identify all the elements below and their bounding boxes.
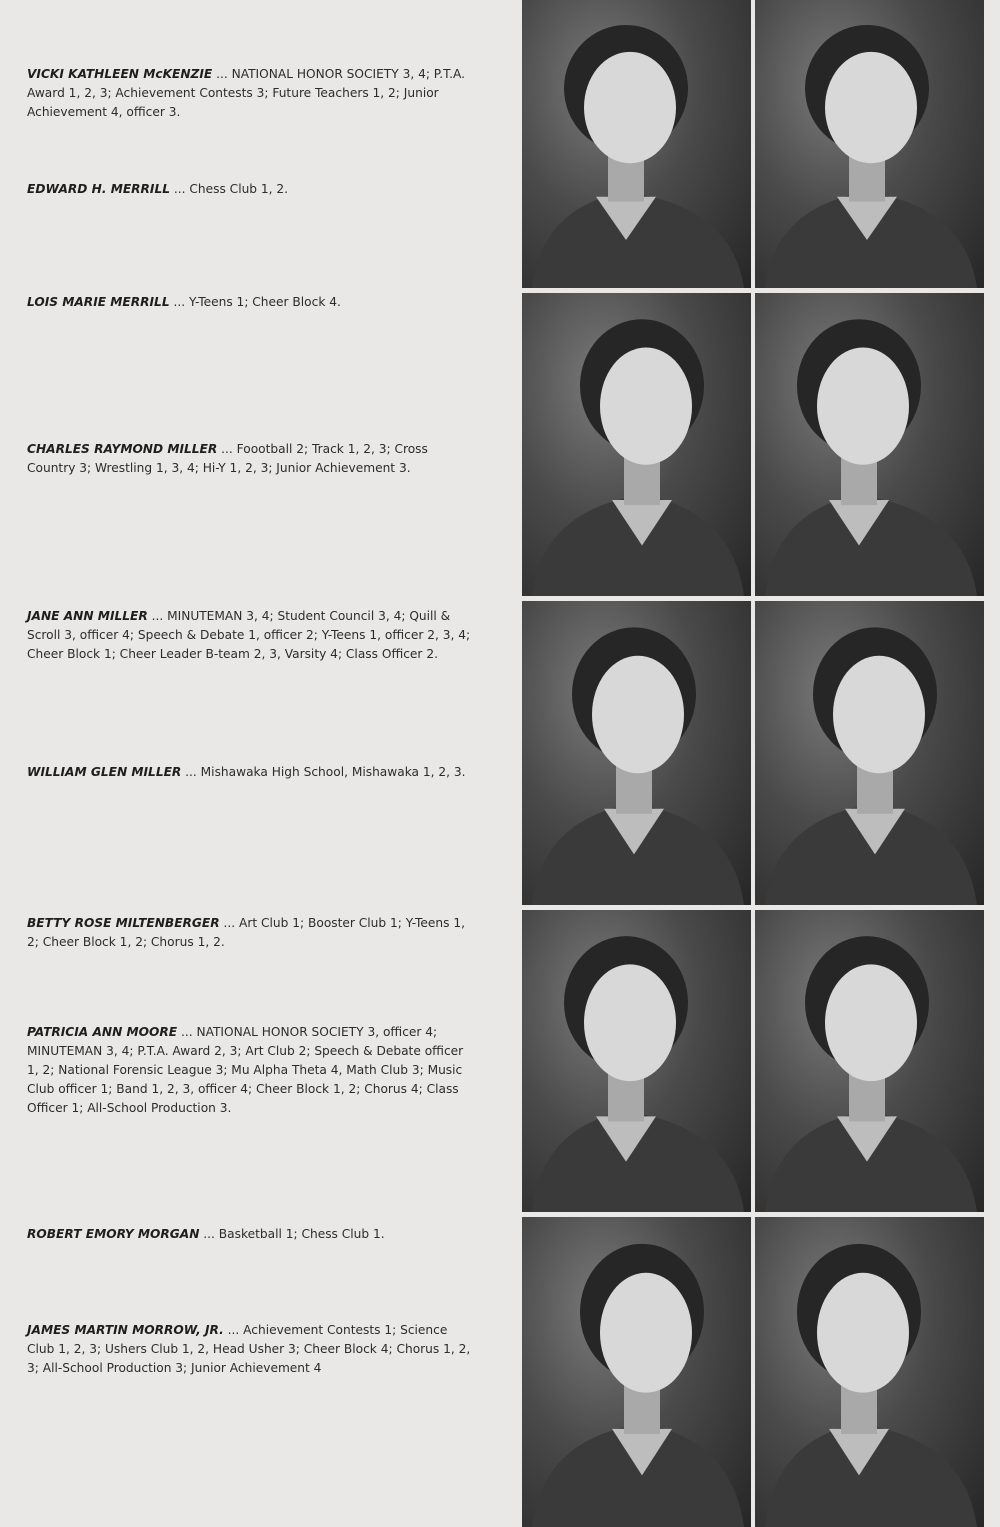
student-name: EDWARD H. MERRILL [27,182,170,196]
silhouette-shape [592,656,684,774]
entry-charles-miller [27,440,477,478]
portrait-photo [755,1217,984,1527]
silhouette-shape [584,964,676,1081]
entry-william-miller [27,763,477,782]
student-name: JAMES MARTIN MORROW, JR. [27,1323,224,1337]
student-activities: Foootball 2; Track 1, 2, 3; Cross Country 3; Wrestling 1, 3, 4; Hi-Y 1, 2, 3; Junior Achievement 3. [27,442,428,475]
portrait-grid [521,0,981,1527]
portrait-photo [522,293,751,596]
student-name: WILLIAM GLEN MILLER [27,765,182,779]
separator: ... [173,182,186,196]
student-activities: NATIONAL HONOR SOCIETY 3, 4; P.T.A. Award 1, 2, 3; Achievement Contests 3; Future Teachers 1, 2; Junior Achievement 4, officer 3. [27,67,466,119]
portrait-photo [522,601,751,905]
student-activities: Mishawaka High School, Mishawaka 1, 2, 3. [200,765,466,779]
entry-betty-miltenberger [27,914,477,952]
entry-jane-miller [27,607,477,664]
separator: ... [185,765,197,779]
portrait-silhouette [522,1217,751,1527]
separator: ... [223,916,236,930]
portrait-photo [755,601,984,905]
portrait-silhouette [522,601,751,905]
student-name: ROBERT EMORY MORGAN [27,1227,200,1241]
portrait-silhouette [755,601,984,905]
entry-james-morrow [27,1321,477,1378]
separator: ... [180,1025,193,1039]
separator: ... [227,1323,240,1337]
student-name: VICKI KATHLEEN McKENZIE [27,67,213,81]
silhouette-shape [600,1273,692,1393]
silhouette-shape [825,52,917,163]
portrait-photo [522,0,751,288]
silhouette-shape [817,1273,909,1393]
entry-lois-merrill [27,293,477,312]
entry-patricia-moore [27,1023,477,1118]
portrait-silhouette [755,293,984,596]
student-activities: MINUTEMAN 3, 4; Student Council 3, 4; Quill & Scroll 3, officer 4; Speech & Debate 1, officer 2; Y-Teens 1, officer 2, 3, 4; Cheer Block 1; Cheer Leader B-team 2, 3, Varsity 4; Class Officer 2. [27,609,471,661]
student-activities: Chess Club 1, 2. [189,182,289,196]
student-activities: Y-Teens 1; Cheer Block 4. [188,295,341,309]
separator: ... [151,609,164,623]
silhouette-shape [600,348,692,465]
portrait-photo [755,0,984,288]
student-activities: Basketball 1; Chess Club 1. [218,1227,385,1241]
separator: ... [173,295,186,309]
portrait-silhouette [755,1217,984,1527]
student-name: JANE ANN MILLER [27,609,148,623]
silhouette-shape [584,52,676,163]
silhouette-shape [825,964,917,1081]
separator: ... [221,442,233,456]
portrait-silhouette [755,910,984,1212]
portrait-silhouette [522,0,751,288]
entry-mckenzie [27,65,477,122]
portrait-silhouette [522,293,751,596]
portrait-silhouette [522,910,751,1212]
portrait-photo [755,293,984,596]
student-name: LOIS MARIE MERRILL [27,295,170,309]
separator: ... [216,67,228,81]
silhouette-shape [833,656,925,774]
entry-edward-merrill [27,180,477,199]
student-name: PATRICIA ANN MOORE [27,1025,178,1039]
silhouette-shape [817,348,909,465]
portrait-photo [522,910,751,1212]
portrait-silhouette [755,0,984,288]
entry-robert-morgan [27,1225,477,1244]
portrait-photo [522,1217,751,1527]
student-activities: Art Club 1; Booster Club 1; Y-Teens 1, 2; Cheer Block 1, 2; Chorus 1, 2. [27,916,465,949]
student-activities: NATIONAL HONOR SOCIETY 3, officer 4; MINUTEMAN 3, 4; P.T.A. Award 2, 3; Art Club 2; Speech & Debate officer 1, 2; National Forensic League 3; Mu Alpha Theta 4, Math Club 3; Music Club officer 1; Band 1, 2, 3, officer 4; Cheer Block 1, 2; Chorus 4; Class Officer 1; All-School Production 3. [27,1025,464,1115]
portrait-photo [755,910,984,1212]
student-name: BETTY ROSE MILTENBERGER [27,916,220,930]
student-name: CHARLES RAYMOND MILLER [27,442,218,456]
student-activities: Achievement Contests 1; Science Club 1, 2, 3; Ushers Club 1, 2, Head Usher 3; Cheer Block 4; Chorus 1, 2, 3; All-School Production 3; Junior Achievement 4 [27,1323,471,1375]
separator: ... [203,1227,215,1241]
